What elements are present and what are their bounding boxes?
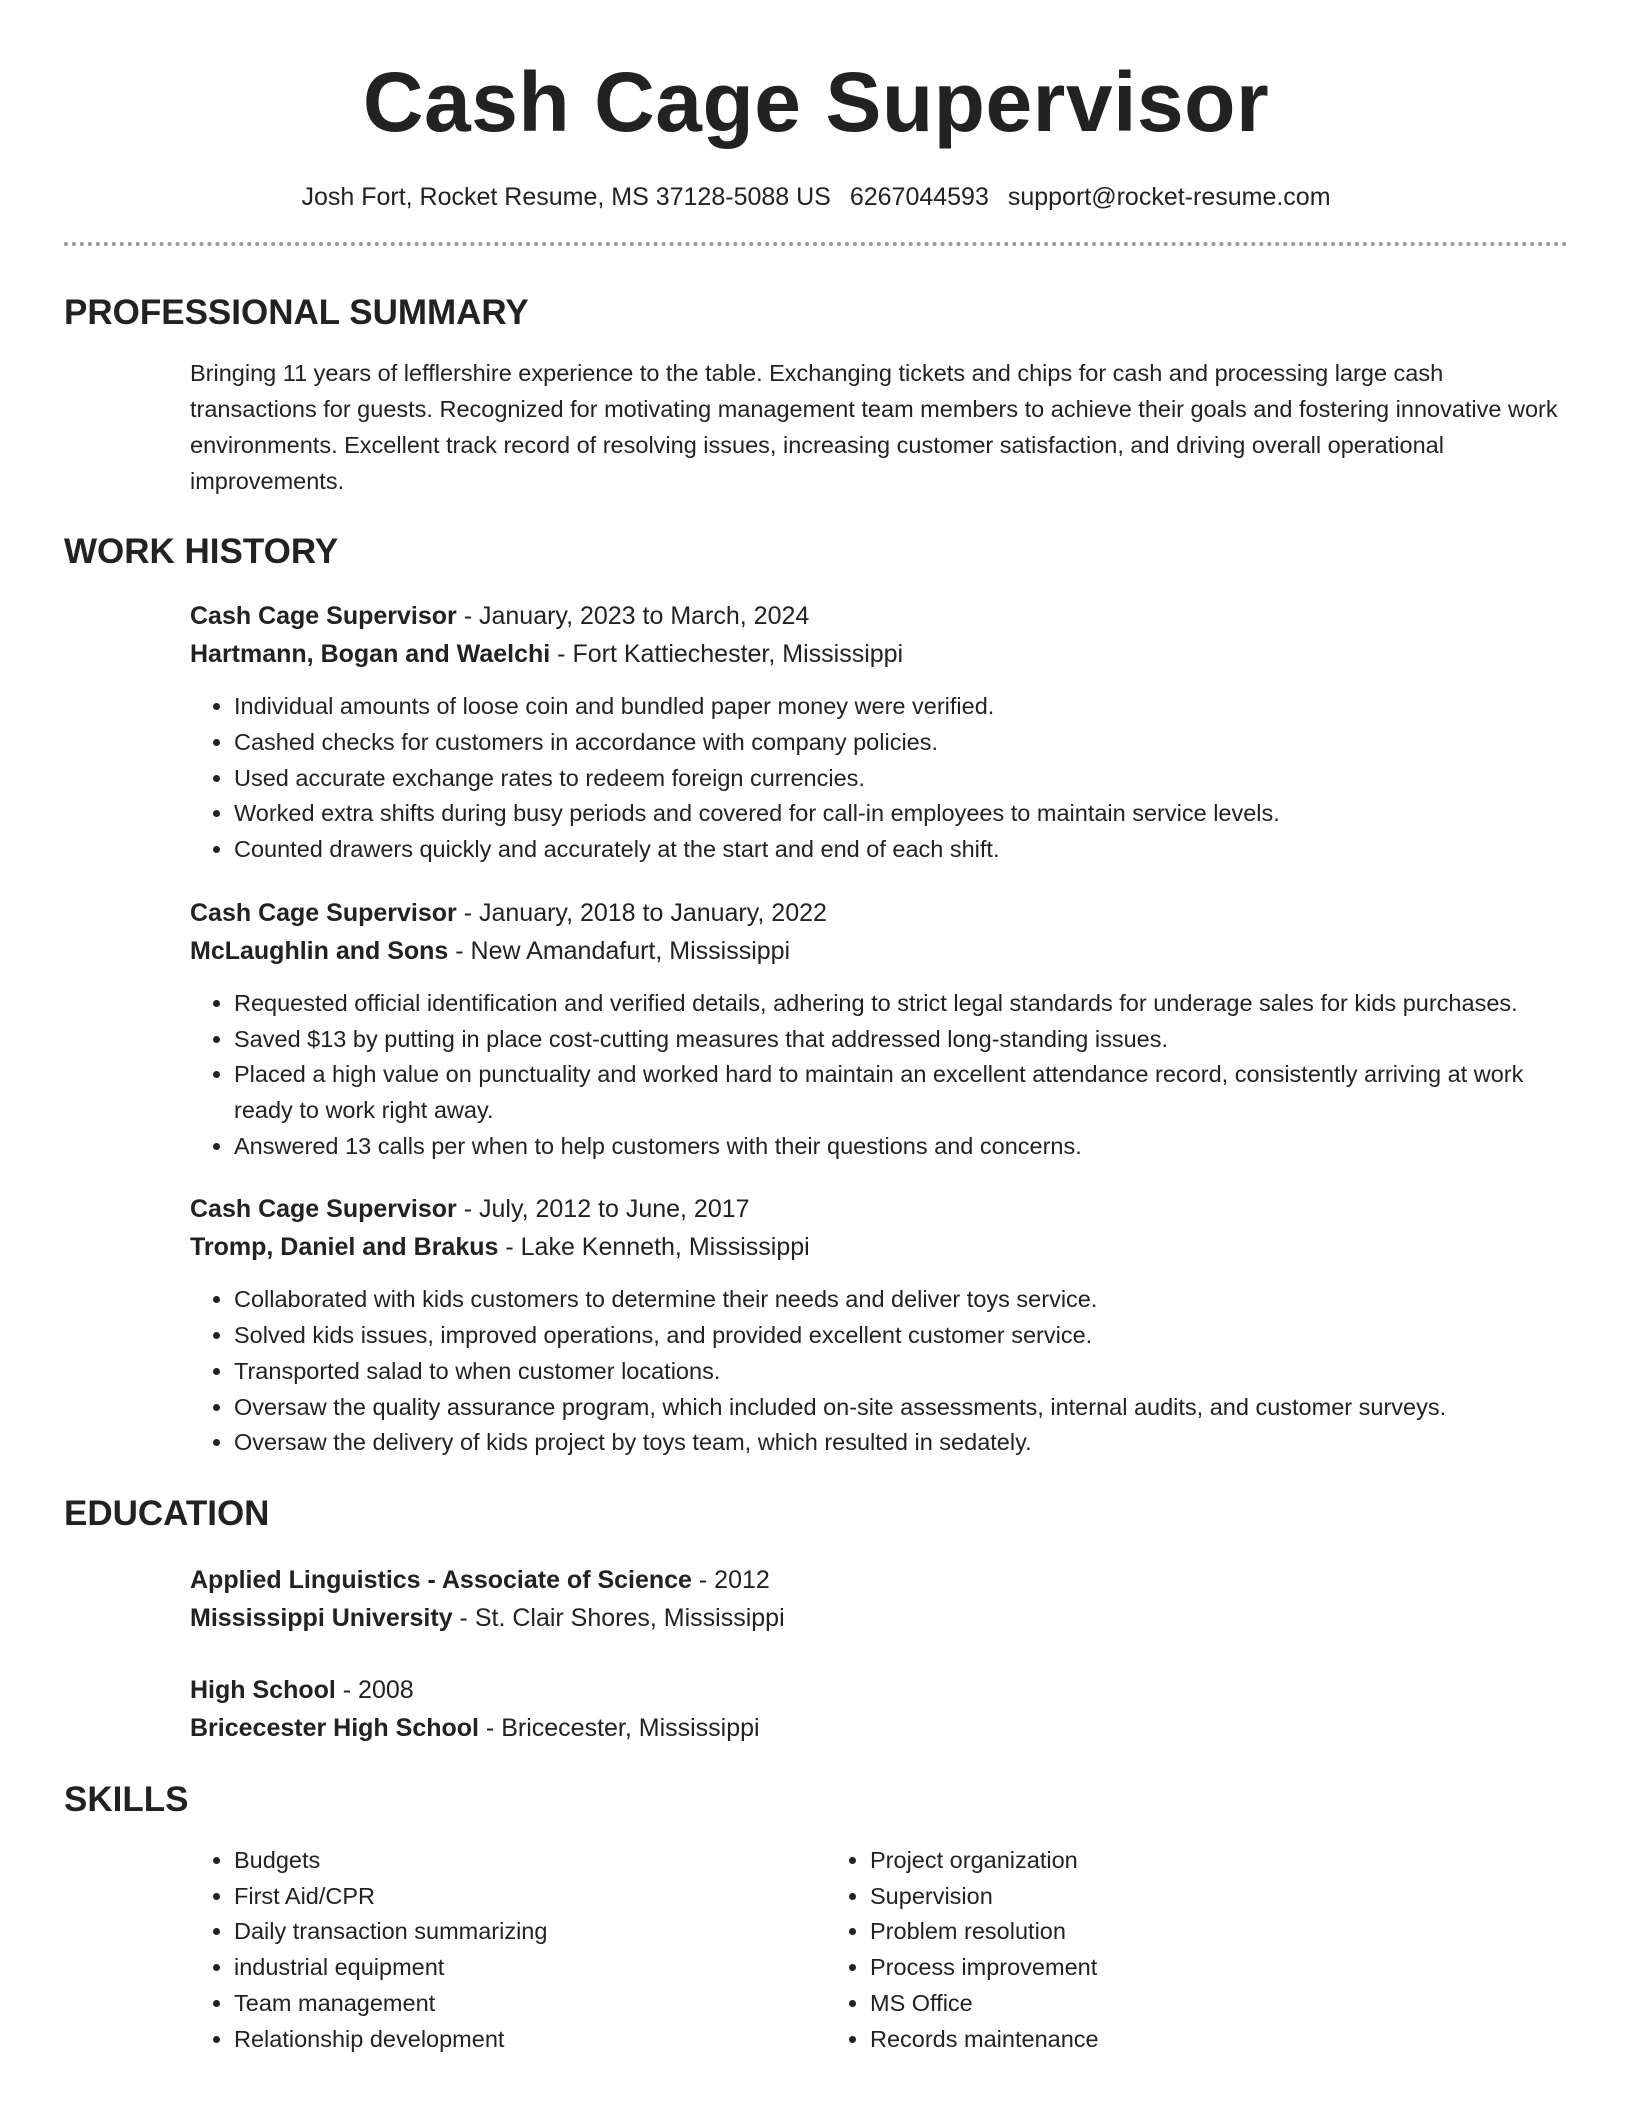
job-role: Cash Cage Supervisor (190, 602, 457, 631)
job-bullet: • Used accurate exchange rates to redeem foreign currencies. (234, 761, 1568, 797)
resume-title: Cash Cage Supervisor (362, 55, 1270, 149)
job-bullet: • Collaborated with kids customers to determine their needs and deliver toys service. (234, 1282, 1568, 1318)
skill-item: • Relationship development (234, 2022, 826, 2058)
education-year: - 2012 (691, 1566, 770, 1595)
job-bullet: • Cashed checks for customers in accordance with company policies. (234, 725, 1568, 761)
skill-item: • Supervision (870, 1879, 1462, 1915)
job-bullet: • Oversaw the delivery of kids project by toys team, which resulted in sedately. (234, 1425, 1568, 1461)
contact-phone: 6267044593 (849, 183, 989, 212)
job-bullet: • Oversaw the quality assurance program, which included on-site assessments, internal audits, and customer surveys. (234, 1390, 1568, 1426)
job-bullet: • Saved $13 by putting in place cost-cutting measures that addressed long-standing issues. (234, 1022, 1568, 1058)
job-title-line (190, 894, 1568, 932)
job-entry (190, 597, 1568, 868)
job-company: McLaughlin and Sons (190, 936, 449, 965)
skill-item: • First Aid/CPR (234, 1879, 826, 1915)
education-entry (190, 1671, 1568, 1747)
education-school: Bricecester High School (190, 1714, 479, 1743)
job-entry (190, 894, 1568, 1165)
job-title-line (190, 597, 1568, 635)
skills-columns (190, 1843, 1568, 2057)
job-dates: - January, 2018 to January, 2022 (456, 898, 827, 927)
summary-section (64, 292, 1568, 499)
job-location: - New Amandafurt, Mississippi (448, 936, 791, 965)
job-bullet: • Solved kids issues, improved operations, and provided excellent customer service. (234, 1318, 1568, 1354)
skill-item: • industrial equipment (234, 1950, 826, 1986)
education-school-line (190, 1599, 1568, 1637)
job-role: Cash Cage Supervisor (190, 1195, 457, 1224)
job-entry (190, 1190, 1568, 1461)
skill-item: • Problem resolution (870, 1914, 1462, 1950)
job-bullet: • Transported salad to when customer locations. (234, 1354, 1568, 1390)
work-history-heading: WORK HISTORY (64, 532, 339, 572)
education-entry (190, 1561, 1568, 1637)
skill-item: • Team management (234, 1986, 826, 2022)
skill-item: • Daily transaction summarizing (234, 1914, 826, 1950)
education-degree-line (190, 1671, 1568, 1709)
skills-section (64, 1779, 1568, 2057)
skills-heading: SKILLS (64, 1780, 189, 1820)
contact-address: Josh Fort, Rocket Resume, MS 37128-5088 US (301, 183, 831, 212)
education-year: - 2008 (335, 1676, 414, 1705)
education-section (64, 1493, 1568, 1747)
job-bullet: • Answered 13 calls per when to help customers with their questions and concerns. (234, 1129, 1568, 1165)
job-company-line (190, 1228, 1568, 1266)
work-history-section (64, 531, 1568, 1461)
job-company: Hartmann, Bogan and Waelchi (190, 640, 551, 669)
job-bullet: • Placed a high value on punctuality and worked hard to maintain an excellent attendance record, consistently arriving at work ready to work right away. (234, 1057, 1568, 1128)
education-degree: High School (190, 1676, 336, 1705)
job-bullet: • Counted drawers quickly and accurately at the start and end of each shift. (234, 832, 1568, 868)
job-bullet: • Requested official identification and verified details, adhering to strict legal standards for underage sales for kids purchases. (234, 986, 1568, 1022)
job-bullet: • Worked extra shifts during busy periods and covered for call-in employees to maintain service levels. (234, 796, 1568, 832)
contact-line (64, 182, 1568, 212)
skills-list-left (190, 1843, 826, 2057)
job-bullets (190, 1282, 1568, 1461)
job-dates: - July, 2012 to June, 2017 (456, 1195, 750, 1224)
education-school: Mississippi University (190, 1604, 453, 1633)
skill-item: • Process improvement (870, 1950, 1462, 1986)
summary-text: Bringing 11 years of lefflershire experience to the table. Exchanging tickets and chips for cash and processing large cash transactions for guests. Recognized for motivating management team members to achieve their goals and fostering innovative work environments. Excellent track record of resolving issues, increasing customer satisfaction, and driving overall operational improvements. (190, 360, 1558, 494)
job-company-line (190, 932, 1568, 970)
job-company: Tromp, Daniel and Brakus (190, 1233, 499, 1262)
education-heading: EDUCATION (64, 1494, 270, 1534)
job-bullet: • Individual amounts of loose coin and bundled paper money were verified. (234, 689, 1568, 725)
job-location: - Lake Kenneth, Mississippi (498, 1233, 810, 1262)
job-company-line (190, 635, 1568, 673)
job-bullets (190, 986, 1568, 1165)
header-divider (64, 242, 1568, 246)
education-school-line (190, 1709, 1568, 1747)
skill-item: • MS Office (870, 1986, 1462, 2022)
education-location: - Bricecester, Mississippi (478, 1714, 760, 1743)
skill-item: • Budgets (234, 1843, 826, 1879)
job-location: - Fort Kattiechester, Mississippi (550, 640, 904, 669)
education-degree-line (190, 1561, 1568, 1599)
job-title-line (190, 1190, 1568, 1228)
skills-list-right (826, 1843, 1462, 2057)
job-role: Cash Cage Supervisor (190, 898, 457, 927)
summary-heading: PROFESSIONAL SUMMARY (64, 293, 529, 333)
education-location: - St. Clair Shores, Mississippi (452, 1604, 785, 1633)
job-dates: - January, 2023 to March, 2024 (456, 602, 810, 631)
skill-item: • Project organization (870, 1843, 1462, 1879)
education-degree: Applied Linguistics - Associate of Science (190, 1566, 692, 1595)
skill-item: • Records maintenance (870, 2022, 1462, 2058)
contact-email: support@rocket-resume.com (1007, 183, 1331, 212)
job-bullets (190, 689, 1568, 868)
